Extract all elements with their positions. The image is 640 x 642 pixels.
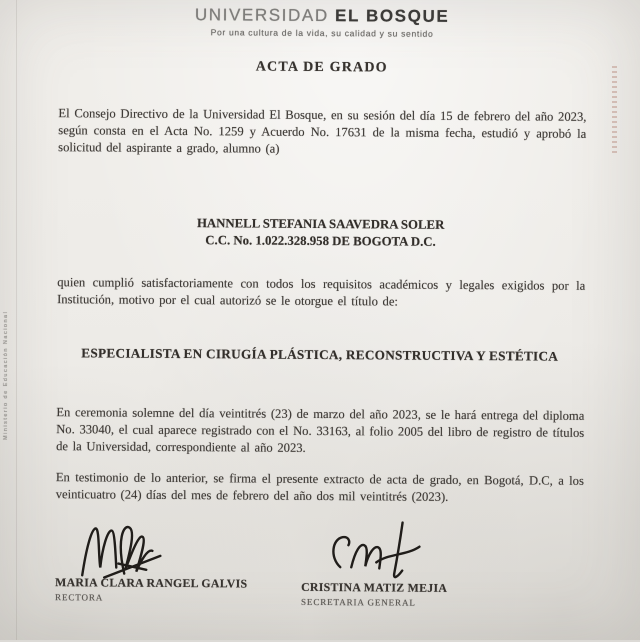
document-title: ACTA DE GRADO: [255, 59, 388, 76]
intro-paragraph: El Consejo Directivo de la Universidad El Bosque, en su sesión del día 15 de febrero del año 2023, según consta en el Acta No. 1259 y Acuerdo No. 17631 de la misma fecha, estudió y aprobó la solicitud del aspirante a grado, alumno (a): [58, 106, 587, 156]
signature-name-secretaria: CRISTINA MATIZ MEJIA: [301, 579, 448, 595]
signature-name-rectora: MARIA CLARA RANGEL GALVIS: [55, 575, 248, 591]
signature-title-secretaria: SECRETARIA GENERAL: [300, 596, 416, 608]
closing-paragraph: En testimonio de lo anterior, se firma el presente extracto de acta de grado, en Bogotá, D.C, a los veinticuatro (24) días del mes de febrero del año dos mil veintitrés (2023).: [55, 470, 584, 504]
university-logo-text: [2, 4, 640, 28]
student-id: C.C. No. 1.022.328.958 DE BOGOTA D.C.: [205, 233, 436, 249]
signature-rectora-icon: [74, 519, 184, 580]
degree-title: ESPECIALISTA EN CIRUGÍA PLÁSTICA, RECONSTRUCTIVA Y ESTÉTICA: [81, 345, 559, 364]
student-name: HANNELL STEFANIA SAAVEDRA SOLER: [196, 216, 445, 232]
compliance-paragraph: quien cumplió satisfactoriamente con todos los requisitos académicos y legales exigidos por la Institución, motivo por el cual autorizó se le otorgue el título de:: [57, 275, 586, 309]
university-name-bold: EL BOSQUE: [335, 6, 450, 26]
university-name-light: UNIVERSIDAD: [194, 5, 329, 26]
signature-title-rectora: RECTORA: [55, 592, 104, 603]
signature-secretaria-icon: [324, 517, 424, 580]
student-name-block: [0, 214, 640, 252]
ceremony-paragraph: En ceremonia solemne del día veintitrés (23) de marzo del año 2023, se le hará entrega del diploma No. 33040, el cual aparece registrado con el No. 33163, al folio 2005 del libro de registro de títulos de la Universidad, correspondiente al año 2023.: [56, 405, 585, 455]
left-margin-vertical-text: Ministerio de Educación Nacional: [3, 310, 9, 440]
university-tagline: Por una cultura de la vida, su calidad y su sentido: [210, 27, 434, 39]
